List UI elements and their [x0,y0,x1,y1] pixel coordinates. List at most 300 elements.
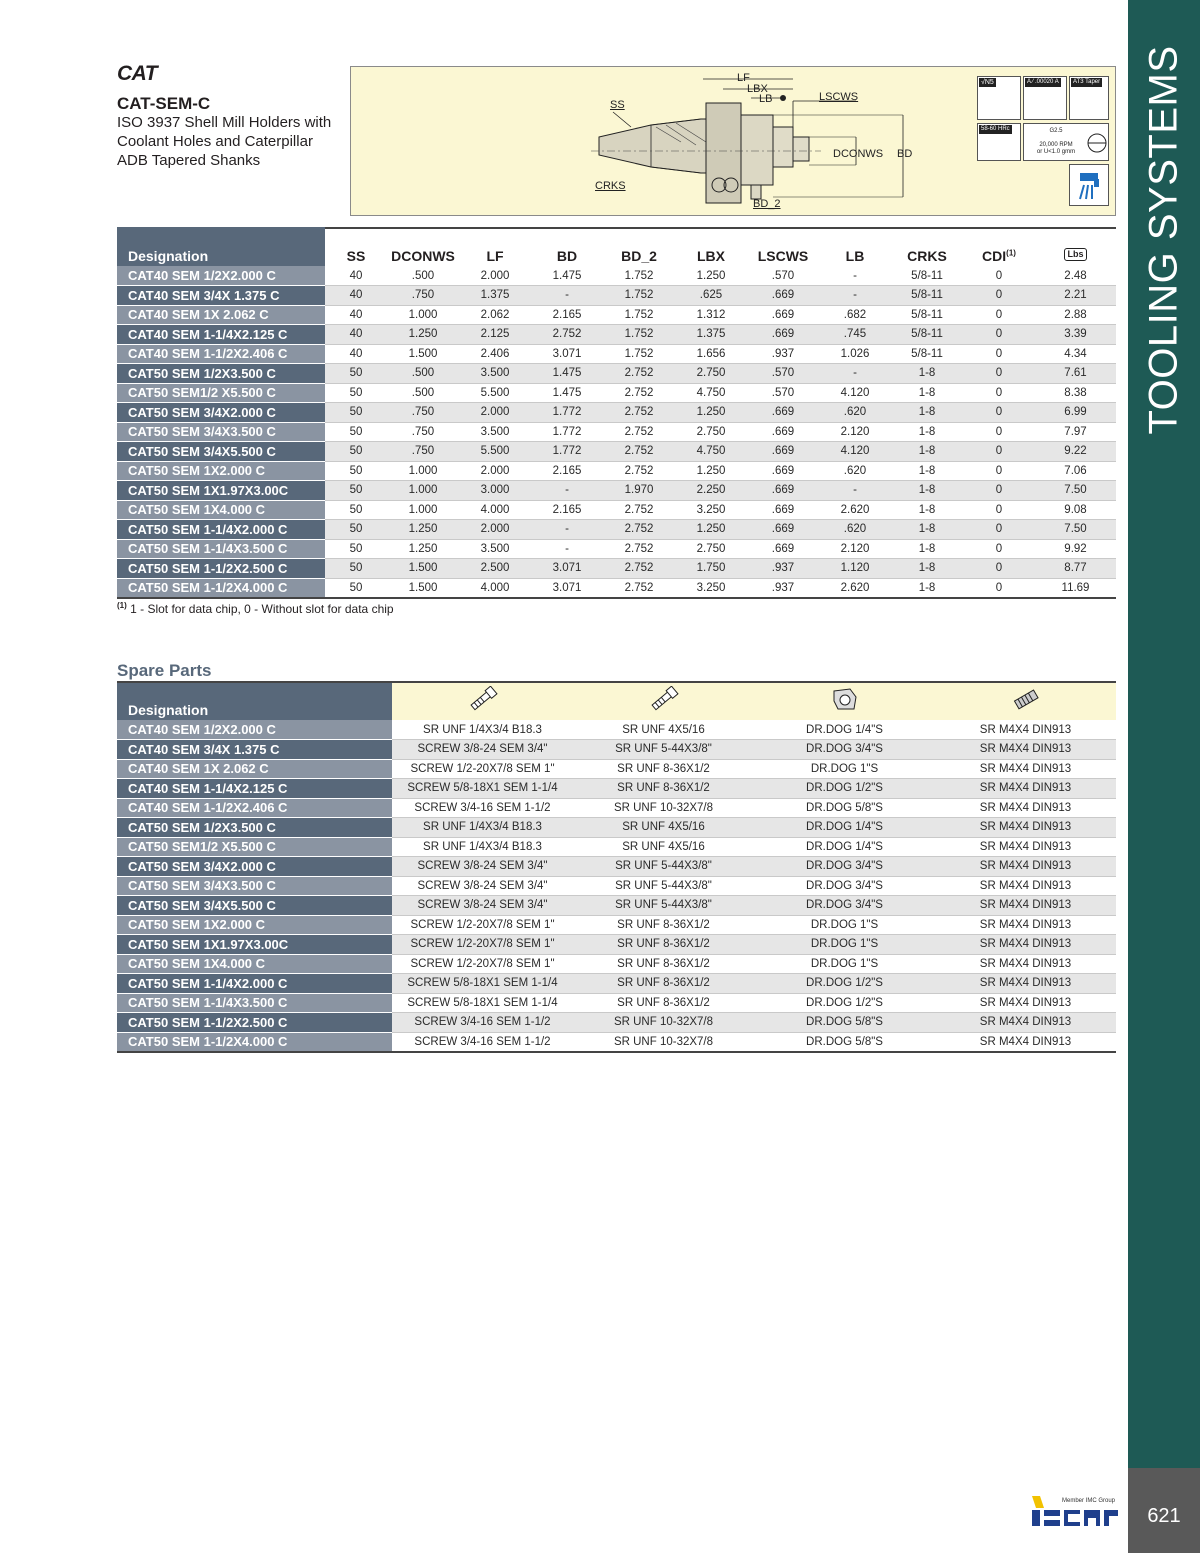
col-bd: BD [531,228,603,266]
value-cell: .750 [387,403,459,423]
value-cell: 4.750 [675,442,747,462]
value-cell: .937 [747,578,819,598]
value-cell: 0 [963,286,1035,306]
part-cell: SR M4X4 DIN913 [935,740,1116,760]
value-cell: .570 [747,364,819,384]
value-cell: 9.22 [1035,442,1116,462]
value-cell: 1-8 [891,422,963,442]
value-cell: 1-8 [891,383,963,403]
value-cell: 2.752 [603,422,675,442]
value-cell: 40 [325,266,387,286]
designation-cell: CAT50 SEM 1-1/2X4.000 C [117,1032,392,1052]
col-dconws: DCONWS [387,228,459,266]
part-cell: DR.DOG 1"S [754,954,935,974]
value-cell: 3.500 [459,422,531,442]
iscar-logo-graphic [1030,1492,1120,1532]
part-cell: SCREW 5/8-18X1 SEM 1-1/4 [392,974,573,994]
value-cell: 3.071 [531,344,603,364]
table-row [117,364,1116,384]
value-cell: - [531,286,603,306]
part-cell: DR.DOG 1/2"S [754,974,935,994]
table-row [117,935,1116,955]
value-cell: - [819,364,891,384]
col-lscws: LSCWS [747,228,819,266]
value-cell: 1.000 [387,461,459,481]
value-cell: .669 [747,461,819,481]
part-cell: SR UNF 8-36X1/2 [573,759,754,779]
value-cell: .750 [387,422,459,442]
surface-finish-icon: √N5 [977,76,1021,120]
table-row [117,442,1116,462]
table-row [117,520,1116,540]
value-cell: 2.406 [459,344,531,364]
designation-cell: CAT50 SEM 1/2X3.500 C [117,818,392,838]
designation-cell: CAT40 SEM 1-1/4X2.125 C [117,779,392,799]
value-cell: 50 [325,500,387,520]
value-cell: 1.500 [387,344,459,364]
value-cell: 1-8 [891,481,963,501]
value-cell: .500 [387,266,459,286]
value-cell: 7.61 [1035,364,1116,384]
table-row [117,383,1116,403]
table-row [117,1013,1116,1033]
value-cell: 1-8 [891,578,963,598]
technical-drawing [350,66,1116,216]
value-cell: .570 [747,266,819,286]
value-cell: 0 [963,539,1035,559]
value-cell: - [819,266,891,286]
table-row [117,461,1116,481]
designation-cell: CAT40 SEM 1-1/2X2.406 C [117,344,325,364]
value-cell: .682 [819,305,891,325]
value-cell: 50 [325,559,387,579]
value-cell: 11.69 [1035,578,1116,598]
designation-cell: CAT50 SEM 1-1/2X4.000 C [117,578,325,598]
part-cell: DR.DOG 5/8"S [754,1032,935,1052]
iscar-logo [1030,1492,1120,1532]
value-cell: 1.752 [603,266,675,286]
value-cell: .669 [747,305,819,325]
table-row [117,720,1116,740]
screw-icon [392,682,573,720]
value-cell: .669 [747,481,819,501]
part-cell: SR M4X4 DIN913 [935,876,1116,896]
value-cell: .500 [387,383,459,403]
value-cell: 1.752 [603,344,675,364]
value-cell: 3.39 [1035,325,1116,345]
footnote: $^{(1)}$ 1 - Slot for data chip, 0 - Without slot for data chip [117,601,394,616]
value-cell: 1.475 [531,266,603,286]
designation-cell: CAT40 SEM 3/4X 1.375 C [117,286,325,306]
part-cell: SCREW 3/8-24 SEM 3/4" [392,857,573,877]
designation-cell: CAT50 SEM 3/4X5.500 C [117,442,325,462]
value-cell: 2.500 [459,559,531,579]
part-cell: SCREW 1/2-20X7/8 SEM 1" [392,935,573,955]
value-cell: .669 [747,403,819,423]
value-cell: 2.752 [603,364,675,384]
product-description: ISO 3937 Shell Mill Holders with Coolant Holes and Caterpillar ADB Tapered Shanks [117,114,332,169]
part-cell: SR UNF 8-36X1/2 [573,974,754,994]
value-cell: 5/8-11 [891,344,963,364]
part-cell: SCREW 3/4-16 SEM 1-1/2 [392,1013,573,1033]
value-cell: 1.250 [387,539,459,559]
designation-cell: CAT50 SEM 3/4X3.500 C [117,876,392,896]
part-cell: SCREW 1/2-20X7/8 SEM 1" [392,759,573,779]
value-cell: 2.752 [603,559,675,579]
dim-lb-label: LB [759,93,773,105]
part-cell: SR UNF 8-36X1/2 [573,993,754,1013]
part-cell: SR M4X4 DIN913 [935,935,1116,955]
value-cell: 50 [325,383,387,403]
value-cell: - [819,481,891,501]
table-row [117,915,1116,935]
value-cell: 0 [963,403,1035,423]
value-cell: 2.000 [459,403,531,423]
part-cell: SR UNF 1/4X3/4 B18.3 [392,837,573,857]
value-cell: 1.500 [387,578,459,598]
value-cell: 5/8-11 [891,286,963,306]
part-cell: DR.DOG 3/4"S [754,896,935,916]
value-cell: 2.165 [531,500,603,520]
table-row [117,876,1116,896]
dim-lf-label: LF [737,72,750,84]
value-cell: 2.750 [675,539,747,559]
value-cell: 2.752 [603,383,675,403]
part-cell: SR M4X4 DIN913 [935,759,1116,779]
value-cell: .937 [747,344,819,364]
value-cell: .745 [819,325,891,345]
value-cell: 1-8 [891,559,963,579]
value-cell: 2.125 [459,325,531,345]
table-row [117,896,1116,916]
part-cell: SR UNF 5-44X3/8" [573,740,754,760]
value-cell: 1-8 [891,520,963,540]
col-cdi: CDI$^{(1)}$ [963,228,1035,266]
value-cell: 40 [325,305,387,325]
value-cell: 3.071 [531,559,603,579]
part-cell: SR M4X4 DIN913 [935,779,1116,799]
dim-bd2-label: BD_2 [753,198,781,210]
value-cell: 5/8-11 [891,305,963,325]
part-cell: SCREW 1/2-20X7/8 SEM 1" [392,915,573,935]
value-cell: 3.250 [675,500,747,520]
part-cell: SR M4X4 DIN913 [935,1032,1116,1052]
part-cell: DR.DOG 1/4"S [754,720,935,740]
part-cell: SR UNF 4X5/16 [573,818,754,838]
value-cell: .500 [387,364,459,384]
value-cell: 4.34 [1035,344,1116,364]
value-cell: 3.000 [459,481,531,501]
value-cell: 3.500 [459,364,531,384]
designation-cell: CAT50 SEM 1-1/4X3.500 C [117,539,325,559]
value-cell: 3.250 [675,578,747,598]
table-row [117,993,1116,1013]
value-cell: 0 [963,442,1035,462]
part-cell: SR M4X4 DIN913 [935,993,1116,1013]
value-cell: 2.000 [459,266,531,286]
value-cell: 4.750 [675,383,747,403]
value-cell: 8.77 [1035,559,1116,579]
part-cell: SCREW 3/4-16 SEM 1-1/2 [392,1032,573,1052]
value-cell: 1.752 [603,286,675,306]
table-row [117,857,1116,877]
coolant-icon [1069,164,1109,206]
part-cell: SR M4X4 DIN913 [935,1013,1116,1033]
value-cell: 7.06 [1035,461,1116,481]
part-cell: SR UNF 5-44X3/8" [573,857,754,877]
part-cell: DR.DOG 3/4"S [754,857,935,877]
value-cell: 1.500 [387,559,459,579]
value-cell: .669 [747,500,819,520]
value-cell: 1-8 [891,461,963,481]
value-cell: 0 [963,364,1035,384]
part-cell: DR.DOG 1/2"S [754,993,935,1013]
designation-cell: CAT40 SEM 1/2X2.000 C [117,720,392,740]
value-cell: 9.08 [1035,500,1116,520]
table-row [117,266,1116,286]
col-lb: LB [819,228,891,266]
value-cell: 1.475 [531,383,603,403]
value-cell: 1.000 [387,500,459,520]
dim-crks-label: CRKS [595,180,626,192]
part-cell: SR UNF 8-36X1/2 [573,954,754,974]
part-cell: SR M4X4 DIN913 [935,720,1116,740]
runout-icon: A ⁄ .00020 A [1023,76,1067,120]
dim-ss-label: SS [610,99,625,111]
value-cell: 2.000 [459,461,531,481]
value-cell: 2.165 [531,305,603,325]
part-cell: SR M4X4 DIN913 [935,837,1116,857]
value-cell: 2.120 [819,539,891,559]
value-cell: 50 [325,442,387,462]
col-bd2: BD_2 [603,228,675,266]
value-cell: 1-8 [891,500,963,520]
table-row [117,798,1116,818]
value-cell: 0 [963,325,1035,345]
designation-cell: CAT50 SEM 1X1.97X3.00C [117,935,392,955]
value-cell: 2.21 [1035,286,1116,306]
designation-cell: CAT50 SEM 1-1/4X3.500 C [117,993,392,1013]
value-cell: 7.97 [1035,422,1116,442]
part-cell: SCREW 1/2-20X7/8 SEM 1" [392,954,573,974]
part-cell: SR UNF 10-32X7/8 [573,1013,754,1033]
part-cell: SR UNF 1/4X3/4 B18.3 [392,720,573,740]
value-cell: .669 [747,442,819,462]
col-lf: LF [459,228,531,266]
value-cell: - [819,286,891,306]
value-cell: 7.50 [1035,481,1116,501]
designation-cell: CAT50 SEM 1X4.000 C [117,954,392,974]
value-cell: 50 [325,461,387,481]
value-cell: 0 [963,559,1035,579]
part-cell: DR.DOG 1/4"S [754,818,935,838]
designation-cell: CAT40 SEM 1-1/2X2.406 C [117,798,392,818]
value-cell: 2.752 [603,500,675,520]
value-cell: .750 [387,286,459,306]
table-row [117,954,1116,974]
designation-cell: CAT40 SEM 3/4X 1.375 C [117,740,392,760]
part-cell: SR UNF 5-44X3/8" [573,876,754,896]
designation-cell: CAT50 SEM 1-1/2X2.500 C [117,559,325,579]
table-row [117,344,1116,364]
col-lbx: LBX [675,228,747,266]
part-cell: SR M4X4 DIN913 [935,915,1116,935]
value-cell: 1-8 [891,403,963,423]
value-cell: 7.50 [1035,520,1116,540]
designation-cell: CAT40 SEM 1-1/4X2.125 C [117,325,325,345]
part-cell: SR M4X4 DIN913 [935,857,1116,877]
spare-parts-title: Spare Parts [117,661,212,680]
designation-cell: CAT50 SEM 3/4X3.500 C [117,422,325,442]
part-cell: SCREW 5/8-18X1 SEM 1-1/4 [392,779,573,799]
table-row [117,559,1116,579]
table-row [117,286,1116,306]
value-cell: 0 [963,383,1035,403]
part-cell: DR.DOG 1/4"S [754,837,935,857]
value-cell: 1.312 [675,305,747,325]
value-cell: 1-8 [891,364,963,384]
designation-cell: CAT50 SEM 1X4.000 C [117,500,325,520]
part-cell: SCREW 3/8-24 SEM 3/4" [392,896,573,916]
designation-cell: CAT50 SEM1/2 X5.500 C [117,837,392,857]
designation-cell: CAT50 SEM 1X2.000 C [117,461,325,481]
part-cell: SR M4X4 DIN913 [935,818,1116,838]
value-cell: 6.99 [1035,403,1116,423]
col-weight [1035,228,1116,266]
value-cell: .669 [747,520,819,540]
weight-icon: Lbs [1064,248,1086,261]
value-cell: .750 [387,442,459,462]
value-cell: 5/8-11 [891,325,963,345]
page-number: 621 [1147,1505,1181,1527]
part-cell: SR UNF 5-44X3/8" [573,896,754,916]
table-row [117,403,1116,423]
part-cell: SR UNF 1/4X3/4 B18.3 [392,818,573,838]
value-cell: 2.062 [459,305,531,325]
value-cell: 40 [325,286,387,306]
table-row [117,818,1116,838]
part-cell: DR.DOG 3/4"S [754,876,935,896]
value-cell: 40 [325,325,387,345]
value-cell: 50 [325,481,387,501]
value-cell: 2.48 [1035,266,1116,286]
table-row [117,325,1116,345]
value-cell: 2.752 [603,539,675,559]
value-cell: .625 [675,286,747,306]
set-screw-icon [935,682,1116,720]
value-cell: 4.120 [819,442,891,462]
col-ss: SS [325,228,387,266]
table-row [117,422,1116,442]
taper-icon: AT3 Taper [1069,76,1109,120]
part-cell: DR.DOG 3/4"S [754,740,935,760]
value-cell: 2.165 [531,461,603,481]
part-cell: SR UNF 8-36X1/2 [573,779,754,799]
specification-table [117,227,1116,599]
value-cell: 1.772 [531,422,603,442]
part-cell: SR M4X4 DIN913 [935,974,1116,994]
designation-cell: CAT50 SEM 3/4X5.500 C [117,896,392,916]
designation-cell: CAT50 SEM 1X1.97X3.00C [117,481,325,501]
value-cell: 0 [963,266,1035,286]
part-cell: SR M4X4 DIN913 [935,896,1116,916]
value-cell: 2.750 [675,422,747,442]
part-cell: SR UNF 10-32X7/8 [573,798,754,818]
part-cell: DR.DOG 1"S [754,759,935,779]
value-cell: 1.772 [531,403,603,423]
value-cell: 50 [325,403,387,423]
value-cell: 2.120 [819,422,891,442]
value-cell: 1.250 [675,266,747,286]
value-cell: 4.120 [819,383,891,403]
value-cell: 2.88 [1035,305,1116,325]
value-cell: 1.375 [675,325,747,345]
value-cell: 0 [963,578,1035,598]
part-cell: DR.DOG 1/2"S [754,779,935,799]
value-cell: 1.250 [675,461,747,481]
part-cell: DR.DOG 1"S [754,915,935,935]
value-cell: 1.475 [531,364,603,384]
value-cell: 1.000 [387,305,459,325]
part-cell: SR M4X4 DIN913 [935,954,1116,974]
value-cell: 1.120 [819,559,891,579]
table-row [117,740,1116,760]
value-cell: 1.375 [459,286,531,306]
hardness-icon: 58-60 HRc [977,123,1021,161]
value-cell: 0 [963,344,1035,364]
table-row [117,1032,1116,1052]
value-cell: 2.000 [459,520,531,540]
part-cell: SR UNF 8-36X1/2 [573,915,754,935]
value-cell: 2.752 [603,461,675,481]
value-cell: 0 [963,422,1035,442]
part-cell: SCREW 3/8-24 SEM 3/4" [392,876,573,896]
value-cell: 1.250 [675,520,747,540]
part-cell: SCREW 3/4-16 SEM 1-1/2 [392,798,573,818]
value-cell: - [531,520,603,540]
part-cell: SCREW 3/8-24 SEM 3/4" [392,740,573,760]
brand-title: CAT [117,62,158,85]
value-cell: 2.752 [603,442,675,462]
value-cell: 2.620 [819,578,891,598]
dim-bd-label: BD [897,148,913,160]
value-cell: 1.250 [387,520,459,540]
value-cell: .669 [747,539,819,559]
designation-cell: CAT50 SEM 1-1/2X2.500 C [117,1013,392,1033]
spare-parts-table [117,681,1116,1053]
dim-dconws-label: DCONWS [833,148,884,160]
value-cell: - [531,481,603,501]
designation-cell: CAT40 SEM 1X 2.062 C [117,305,325,325]
value-cell: 0 [963,481,1035,501]
table-row [117,305,1116,325]
dim-lbx-label: LBX [747,83,768,95]
table-header-row [117,228,1116,266]
value-cell: 0 [963,305,1035,325]
spare-header-row [117,682,1116,720]
part-cell: SR UNF 4X5/16 [573,720,754,740]
part-cell: DR.DOG 5/8"S [754,798,935,818]
value-cell: 3.071 [531,578,603,598]
designation-cell: CAT50 SEM 1/2X3.500 C [117,364,325,384]
value-cell: 5/8-11 [891,266,963,286]
designation-cell: CAT50 SEM 3/4X2.000 C [117,403,325,423]
table-row [117,779,1116,799]
value-cell: .620 [819,461,891,481]
designation-cell: CAT50 SEM 1X2.000 C [117,915,392,935]
value-cell: 1-8 [891,442,963,462]
screw-icon [573,682,754,720]
